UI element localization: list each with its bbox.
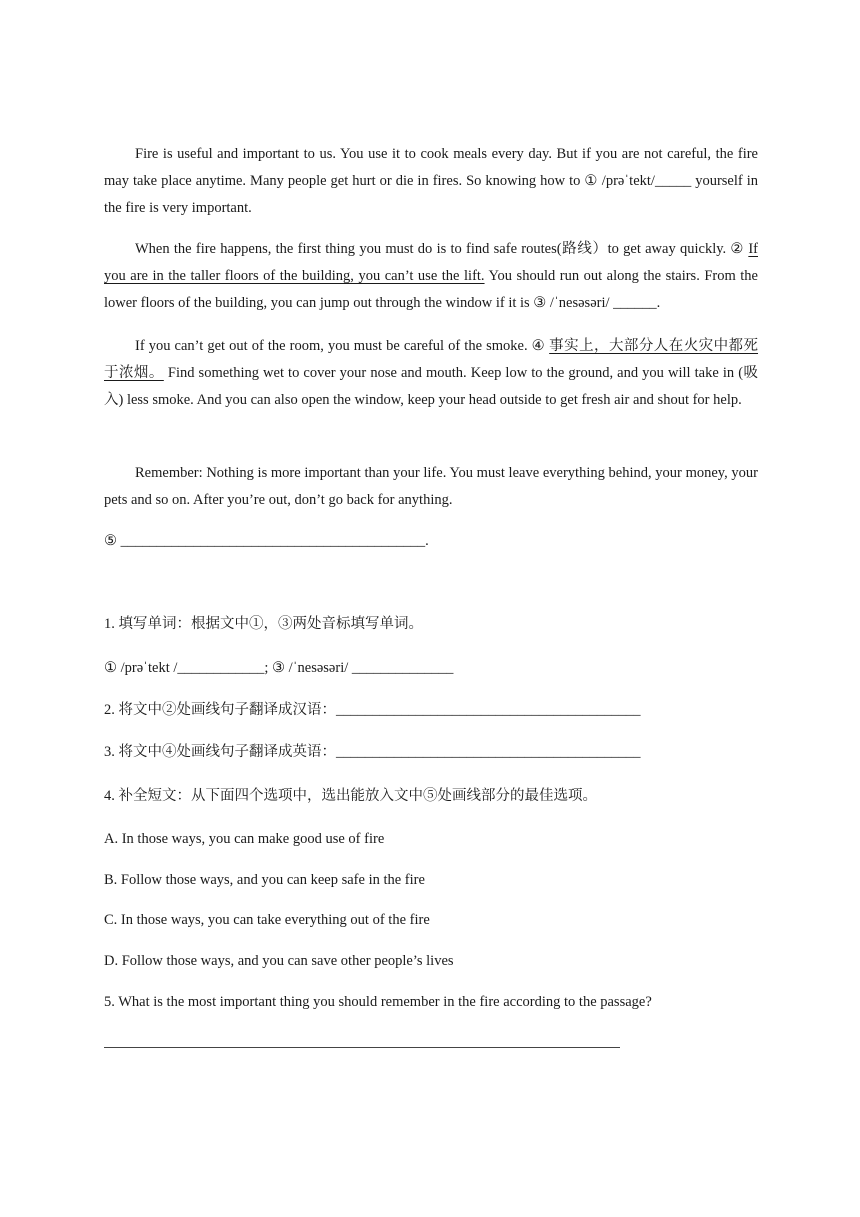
underlined-sentence-2: If you are in the taller floors of the building, you can’t use the lift. bbox=[104, 241, 758, 284]
option-b: B. Follow those ways, and you can keep safe in the fire bbox=[104, 872, 425, 888]
passage-paragraph-2 bbox=[104, 236, 758, 317]
passage-paragraph-3 bbox=[104, 333, 758, 414]
paragraph-3-text-b: Find something wet to cover your nose and mouth. Keep low to the ground, and you will take in (吸入) less smoke. And you can also open the window, keep your head outside to get fresh air and shout for help. bbox=[104, 365, 758, 408]
question-5-answer-line bbox=[104, 1047, 620, 1048]
question-1: 1. 填写单词：根据文中①，③两处音标填写单词。 bbox=[104, 616, 423, 632]
question-1-answer-blanks: ① /prəˈtekt /____________; ③ /ˈnesəsəri/ ______________ bbox=[104, 660, 454, 676]
blank-5-line: ⑤ __________________________________________. bbox=[104, 533, 429, 549]
question-2: 2. 将文中②处画线句子翻译成汉语：__________________________________________ bbox=[104, 702, 641, 718]
option-d: D. Follow those ways, and you can save other people’s lives bbox=[104, 953, 454, 969]
paragraph-3-text-a: If you can’t get out of the room, you must be careful of the smoke. ④ bbox=[135, 338, 550, 354]
paragraph-2-text-a: When the fire happens, the first thing you must do is to find safe routes(路线）to get away quickly. ② bbox=[135, 241, 749, 257]
option-a: A. In those ways, you can make good use of fire bbox=[104, 831, 385, 847]
question-3: 3. 将文中④处画线句子翻译成英语：__________________________________________ bbox=[104, 744, 641, 760]
question-5: 5. What is the most important thing you should remember in the fire according to the passage? bbox=[104, 994, 652, 1010]
underlined-sentence-4: 事实上，大部分人在火灾中都死于浓烟。 bbox=[104, 338, 759, 381]
passage-paragraph-1: Fire is useful and important to us. You use it to cook meals every day. But if you are not careful, the fire may take place anytime. Many people get hurt or die in fires. So knowing how to ① /prəˈtekt/_____ yourself in the fire is very important. bbox=[104, 146, 758, 216]
question-4: 4. 补全短文：从下面四个选项中，选出能放入文中⑤处画线部分的最佳选项。 bbox=[104, 788, 597, 804]
option-c: C. In those ways, you can take everything out of the fire bbox=[104, 912, 430, 928]
passage-paragraph-4: Remember: Nothing is more important than your life. You must leave everything behind, your money, your pets and so on. After you’re out, don’t go back for anything. bbox=[104, 465, 758, 508]
paragraph-2-text-b: You should run out along the stairs. From the lower floors of the building, you can jump out through the window if it is ③ /ˈnesəsəri/ ______. bbox=[104, 268, 758, 311]
